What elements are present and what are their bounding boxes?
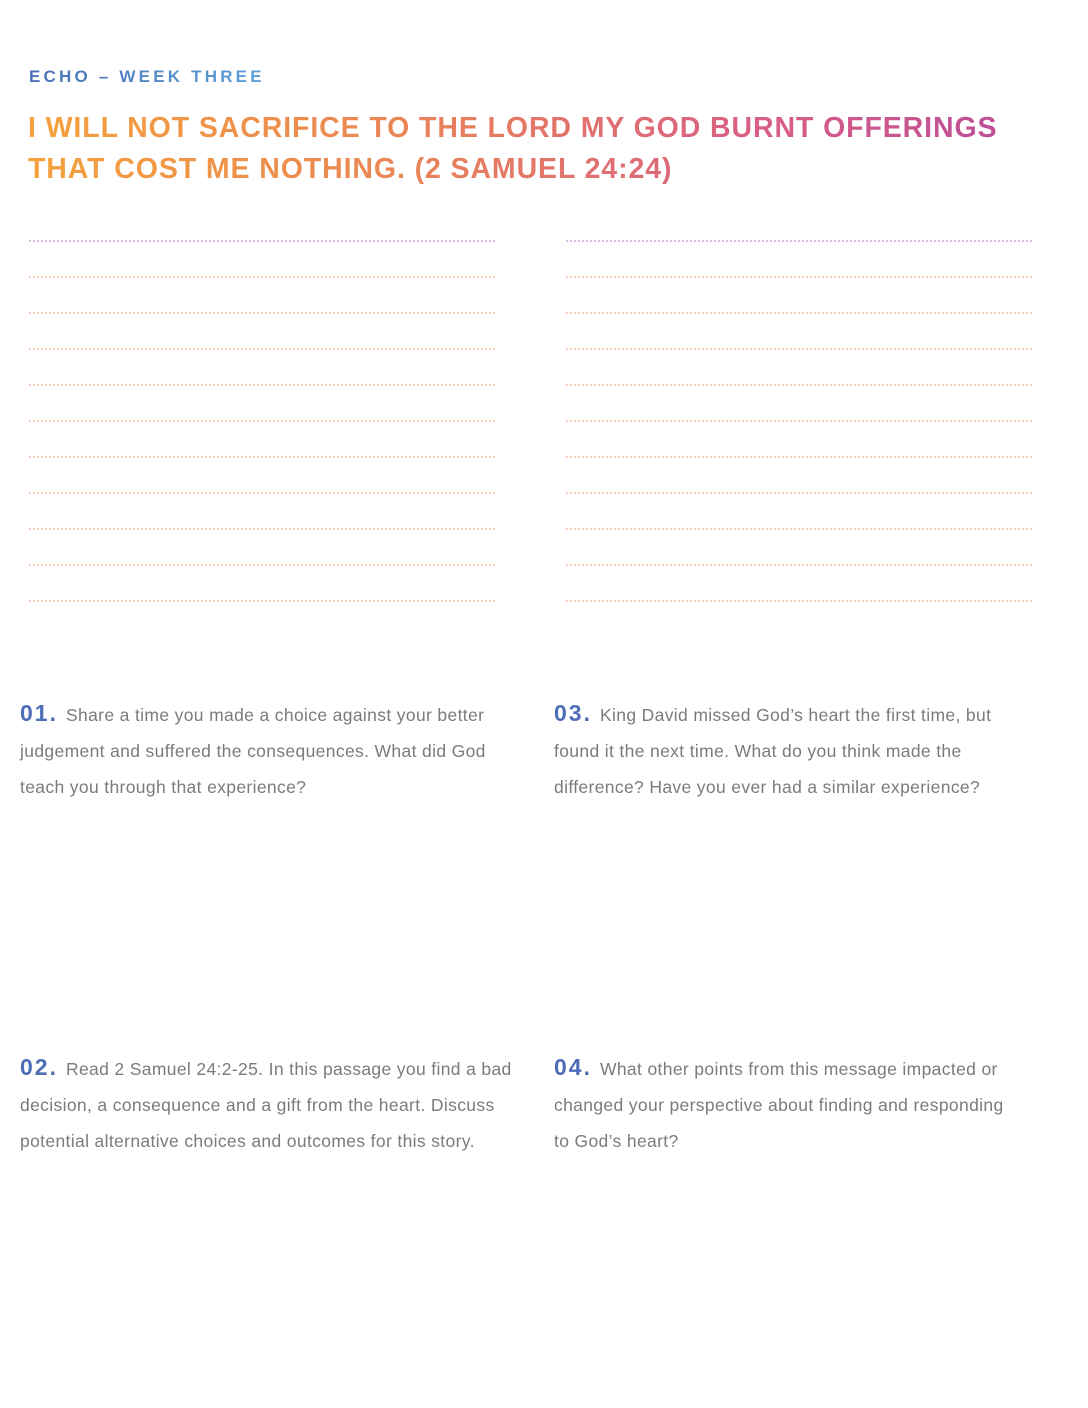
note-line [565,528,1033,530]
note-line [565,240,1033,242]
question-03 [554,695,1024,805]
question-text: Read 2 Samuel 24:2-25. In this passage you find a bad decision, a consequence and a gift from the heart. Discuss potential alternative choices and outcomes for this story. [20,1059,512,1151]
question-number: 04. [554,1054,592,1080]
note-line [565,420,1033,422]
question-number: 02. [20,1054,58,1080]
note-line [565,312,1033,314]
question-01 [20,695,520,805]
question-04 [554,1049,1024,1159]
week-eyebrow: ECHO – WEEK THREE [29,67,265,86]
note-line [565,564,1033,566]
note-line [28,384,496,386]
note-line [28,600,496,602]
note-line [28,420,496,422]
question-number: 01. [20,700,58,726]
note-line [28,240,496,242]
note-line [28,312,496,314]
note-line [28,492,496,494]
question-text: Share a time you made a choice against your better judgement and suffered the consequences. What did God teach you through that experience? [20,705,486,797]
verse-heading: I WILL NOT SACRIFICE TO THE LORD MY GOD BURNT OFFERINGS THAT COST ME NOTHING. (2 SAMUEL 24:24) [28,108,1068,190]
note-line [28,528,496,530]
note-line [28,348,496,350]
question-text: King David missed God’s heart the first time, but found it the next time. What do you think made the difference? Have you ever had a similar experience? [554,705,992,797]
note-line [565,276,1033,278]
notes-lines-right [565,240,1033,636]
notes-lines-left [28,240,496,636]
note-line [565,492,1033,494]
note-line [565,384,1033,386]
question-number: 03. [554,700,592,726]
note-line [28,456,496,458]
note-line [565,348,1033,350]
note-line [28,564,496,566]
note-line [28,276,496,278]
question-text: What other points from this message impacted or changed your perspective about finding and responding to God’s heart? [554,1059,1004,1151]
note-line [565,600,1033,602]
note-line [565,456,1033,458]
question-02 [20,1049,520,1159]
